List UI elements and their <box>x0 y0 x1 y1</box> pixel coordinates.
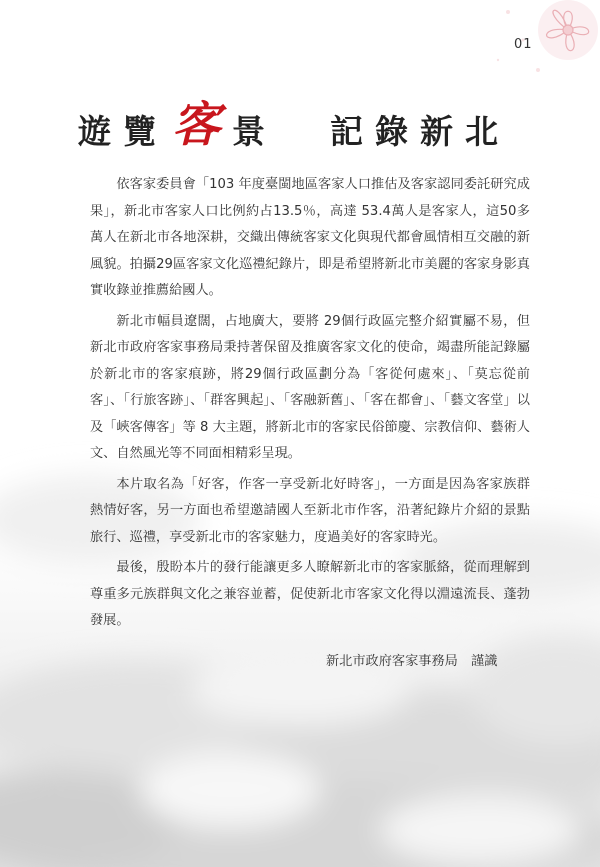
title-part-1: 遊覽 <box>78 112 168 151</box>
paragraph: 本片取名為「好客，作客一享受新北好時客」，一方面是因為客家族群熱情好客，另一方面也希望邀請國人至新北市作客，沿著紀錄片介紹的景點旅行、巡禮，享受新北市的客家魅力，度過美好的客家時光。 <box>90 476 530 545</box>
paragraph: 依客家委員會「103 年度臺閩地區客家人口推估及客家認同委託研究成果」，新北市客家人口比例約占13.5％，高達 53.4萬人是客家人，這50多萬人在新北市各地深耕，交織出傳統客家文化與現代都會風情相互交融的新風貌。拍攝29區客家文化巡禮紀錄片，即是希望將新北市美麗的客家身影真實收錄並推薦給國人。 <box>90 177 530 298</box>
page-number: 01 <box>514 37 533 52</box>
blossom-decoration-icon <box>468 0 600 95</box>
page-title <box>78 86 548 156</box>
title-accent-character: 客 <box>172 97 221 153</box>
body-text <box>90 172 530 639</box>
signature: 新北市政府客家事務局 謹識 <box>326 654 498 669</box>
title-part-3: 景 <box>232 112 277 151</box>
paragraph: 最後，殷盼本片的發行能讓更多人瞭解新北市的客家脈絡，從而理解到尊重多元族群與文化之兼容並蓄，促使新北市客家文化得以淵遠流長、蓬勃發展。 <box>90 560 530 628</box>
paragraph: 新北市幅員遼闊，占地廣大，要將 29個行政區完整介紹實屬不易，但新北市政府客家事務局秉持著保留及推廣客家文化的使命，竭盡所能記錄屬於新北市的客家痕跡，將29個行政區劃分為「客從何處來」、「莫忘從前客」、「行旅客跡」、「群客興起」、「客融新舊」、「客在都會」、「藝文客堂」以及「峽客傳客」等 8 大主題，將新北市的客家民俗節慶、宗教信仰、藝術人文、自然風光等不同面相精彩呈現。 <box>90 313 530 461</box>
title-part-4: 記錄新北 <box>330 112 510 151</box>
